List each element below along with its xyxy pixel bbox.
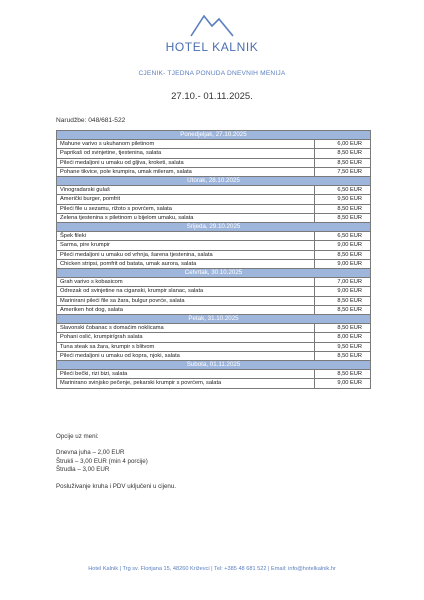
day-header-row bbox=[57, 177, 371, 186]
dish-name: Pohani oslić, krumpir/grah salata bbox=[57, 333, 315, 342]
dish-name: Pileći medaljoni u umaku od kopra, njoki, salata bbox=[57, 351, 315, 360]
dish-name: Pileći file u sezamu, rižoto s povrćem, salata bbox=[57, 204, 315, 213]
menu-table bbox=[56, 130, 371, 389]
menu-item-row bbox=[57, 351, 371, 360]
menu-item-row bbox=[57, 250, 371, 259]
menu-item-row bbox=[57, 195, 371, 204]
option-item: Dnevna juha – 2,00 EUR bbox=[56, 449, 125, 457]
menu-item-row bbox=[57, 305, 371, 314]
day-header: Subota, 01.11.2025 bbox=[57, 361, 371, 370]
dish-price: 8,50 EUR bbox=[315, 149, 371, 158]
menu-item-row bbox=[57, 204, 371, 213]
menu-item-row bbox=[57, 186, 371, 195]
menu-item-row bbox=[57, 333, 371, 342]
day-header-row bbox=[57, 315, 371, 324]
menu-item-row bbox=[57, 287, 371, 296]
dish-price: 6,50 EUR bbox=[315, 232, 371, 241]
dish-name: Zelena tjestenina s piletinom u bijelom umaku, salata bbox=[57, 213, 315, 222]
dish-price: 8,50 EUR bbox=[315, 324, 371, 333]
day-header: Četvrtak, 30.10.2025 bbox=[57, 269, 371, 278]
options-title: Opcije uz meni: bbox=[56, 433, 99, 440]
dish-price: 8,50 EUR bbox=[315, 250, 371, 259]
menu-item-row bbox=[57, 232, 371, 241]
dish-price: 7,50 EUR bbox=[315, 167, 371, 176]
day-header: Srijeda, 29.10.2025 bbox=[57, 223, 371, 232]
logo-name: HOTEL KALNIK bbox=[165, 40, 259, 54]
day-header-row bbox=[57, 269, 371, 278]
menu-item-row bbox=[57, 370, 371, 379]
menu-subtitle: CJENIK- TJEDNA PONUDA DNEVNIH MENIJA bbox=[138, 70, 286, 77]
dish-price: 8,50 EUR bbox=[315, 305, 371, 314]
menu-item-row bbox=[57, 149, 371, 158]
dish-price: 8,50 EUR bbox=[315, 351, 371, 360]
menu-item-row bbox=[57, 342, 371, 351]
dish-price: 9,00 EUR bbox=[315, 259, 371, 268]
menu-item-row bbox=[57, 167, 371, 176]
dish-name: Špek fileki bbox=[57, 232, 315, 241]
day-header: Ponedjeljak, 27.10.2025 bbox=[57, 131, 371, 140]
bread-note: Posluživanje kruha i PDV uključeni u cijenu. bbox=[56, 482, 177, 490]
menu-dates: 27.10.- 01.11.2025. bbox=[171, 91, 253, 102]
day-header: Petak, 31.10.2025 bbox=[57, 315, 371, 324]
dish-name: Američki burger, pomfrit bbox=[57, 195, 315, 204]
dish-price: 6,50 EUR bbox=[315, 186, 371, 195]
dish-name: Sarma, pire krumpir bbox=[57, 241, 315, 250]
dish-name: Ameriken hot dog, salata bbox=[57, 305, 315, 314]
dish-price: 7,00 EUR bbox=[315, 278, 371, 287]
day-header-row bbox=[57, 223, 371, 232]
dish-name: Pohane tikvice, pole krumpira, umak mileram, salata bbox=[57, 167, 315, 176]
dish-price: 8,00 EUR bbox=[315, 333, 371, 342]
menu-item-row bbox=[57, 158, 371, 167]
day-header: Utorak, 28.10.2025 bbox=[57, 177, 371, 186]
dish-price: 9,50 EUR bbox=[315, 342, 371, 351]
menu-notes bbox=[56, 433, 176, 491]
dish-price: 9,00 EUR bbox=[315, 287, 371, 296]
dish-price: 8,50 EUR bbox=[315, 370, 371, 379]
page-footer: Hotel Kalnik | Trg sv. Florijana 15, 48260 Križevci | Tel: +385 48 681 522 | Email: info@hotelkalnik.hr bbox=[88, 566, 336, 572]
option-item: Štrudla – 3,00 EUR bbox=[56, 466, 110, 474]
menu-item-row bbox=[57, 324, 371, 333]
menu-item-row bbox=[57, 278, 371, 287]
dish-name: Marinirano svinjsko pečenje, pekarski krumpir s povrćem, salata bbox=[57, 379, 315, 388]
day-header-row bbox=[57, 361, 371, 370]
order-phone: Narudžbe: 048/681-522 bbox=[56, 117, 126, 124]
dish-price: 8,50 EUR bbox=[315, 204, 371, 213]
menu-item-row bbox=[57, 296, 371, 305]
menu-item-row bbox=[57, 259, 371, 268]
option-item: Štrukli – 3,00 EUR (min 4 porcije) bbox=[56, 457, 148, 465]
dish-name: Odrezak od svinjetine na ciganski, krumpir slanac, salata bbox=[57, 287, 315, 296]
dish-name: Mahune varivo s ukuhanom piletinom bbox=[57, 140, 315, 149]
hotel-logo bbox=[0, 12, 424, 54]
dish-price: 9,00 EUR bbox=[315, 241, 371, 250]
dish-price: 8,50 EUR bbox=[315, 158, 371, 167]
menu-item-row bbox=[57, 213, 371, 222]
dish-name: Tuna steak sa žara, krumpir s blitvom bbox=[57, 342, 315, 351]
menu-item-row bbox=[57, 140, 371, 149]
day-header-row bbox=[57, 131, 371, 140]
dish-name: Pileći medaljoni u umaku od vrhnja, šarena tjestenina, salata bbox=[57, 250, 315, 259]
dish-price: 9,00 EUR bbox=[315, 379, 371, 388]
dish-name: Vinogradarski gulaš bbox=[57, 186, 315, 195]
dish-price: 8,50 EUR bbox=[315, 213, 371, 222]
dish-price: 8,50 EUR bbox=[315, 296, 371, 305]
dish-price: 6,00 EUR bbox=[315, 140, 371, 149]
mountain-logo-icon bbox=[188, 12, 236, 38]
dish-name: Chicken stripsi, pomfrit od batata, umak aurora, salata bbox=[57, 259, 315, 268]
dish-name: Pileći medaljoni u umaku od gljiva, kroketi, salata bbox=[57, 158, 315, 167]
dish-name: Marinirani pileći file sa žara, bulgur povrće, salata bbox=[57, 296, 315, 305]
menu-item-row bbox=[57, 379, 371, 388]
dish-name: Pileći bečki, rizi bizi, salata bbox=[57, 370, 315, 379]
dish-name: Slavonski čobanac s domaćim noklicama bbox=[57, 324, 315, 333]
dish-name: Paprikaš od svinjetine, tjestenina, salata bbox=[57, 149, 315, 158]
dish-price: 9,50 EUR bbox=[315, 195, 371, 204]
dish-name: Grah varivo s kobasicom bbox=[57, 278, 315, 287]
menu-item-row bbox=[57, 241, 371, 250]
